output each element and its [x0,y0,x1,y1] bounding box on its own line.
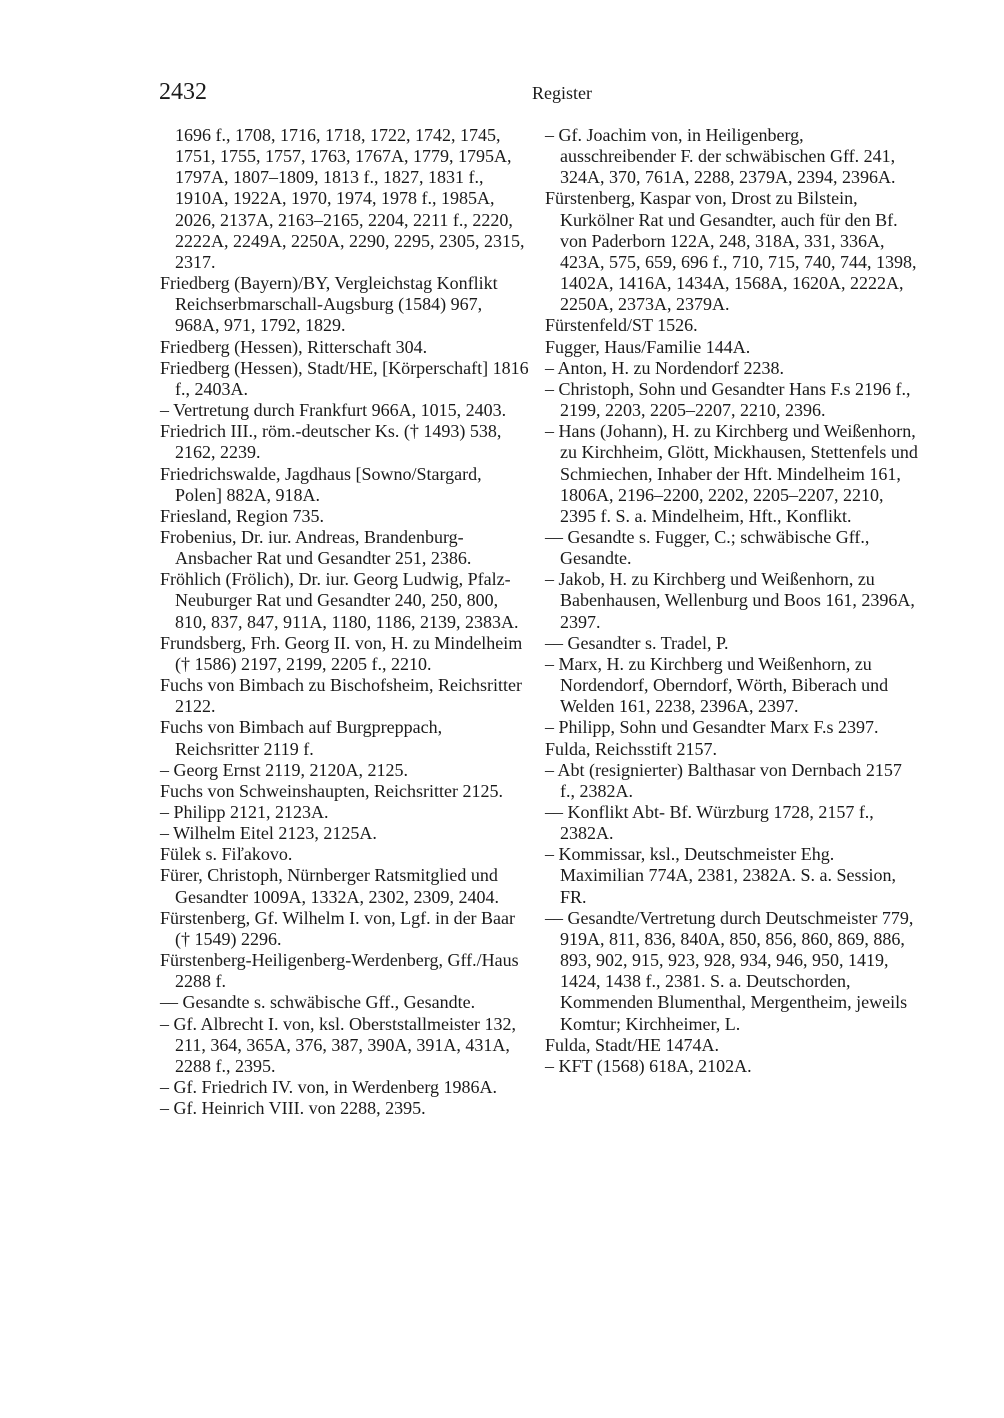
index-entry: Fülek s. Fiľakovo. [160,844,293,865]
index-entry: Fröhlich (Frölich), Dr. iur. Georg Ludwig, Pfalz-Neuburger Rat und Gesandter 240, 250, 800, 810, 837, 847, 911A, 1180, 1186, 2139, 2383A. [160,569,519,632]
index-entry: Fulda, Reichsstift 2157. [545,738,717,759]
index-entry: Fürer, Christoph, Nürnberger Ratsmitglied und Gesandter 1009A, 1332A, 2302, 2309, 2404. [160,865,499,907]
index-entry: – Anton, H. zu Nordendorf 2238. [545,357,784,378]
index-entry: –– Gesandter s. Tradel, P. [545,632,729,653]
index-entry: – Philipp, Sohn und Gesandter Marx F.s 2397. [545,717,879,738]
index-entry: – Marx, H. zu Kirchberg und Weißenhorn, zu Nordendorf, Oberndorf, Wörth, Biberach und Welden 161, 2238, 2396A, 2397. [545,653,889,717]
index-entry: Friesland, Region 735. [160,505,324,526]
index-entry: – Jakob, H. zu Kirchberg und Weißenhorn, zu Babenhausen, Wellenburg und Boos 161, 2396A, 2397. [545,569,915,632]
index-entry: Fuchs von Bimbach zu Bischofsheim, Reichsritter 2122. [160,675,522,717]
index-entry: Frundsberg, Frh. Georg II. von, H. zu Mindelheim († 1586) 2197, 2199, 2205 f., 2210. [160,632,523,674]
index-entry: – Gf. Friedrich IV. von, in Werdenberg 1986A. [160,1077,497,1098]
index-entry: – Vertretung durch Frankfurt 966A, 1015, 2403. [160,400,507,421]
index-entry: – Gf. Joachim von, in Heiligenberg, ausschreibender F. der schwäbischen Gff. 241, 324A, 370, 761A, 2288, 2379A, 2394, 2396A. [545,125,896,188]
index-entry: – KFT (1568) 618A, 2102A. [545,1055,752,1076]
index-entry: 1696 f., 1708, 1716, 1718, 1722, 1742, 1745, 1751, 1755, 1757, 1763, 1767A, 1779, 1795A, 1797A, 1807–1809, 1813 f., 1827, 1831 f., 1910A, 1922A, 1970, 1974, 1978 f., 1985A, 2026, 2137A, 2163–2165, 2204, 2211 f., 2220, 2222A, 2249A, 2250A, 2290, 2295, 2305, 2315, 2317. [175,125,525,272]
index-entry: Fugger, Haus/Familie 144A. [545,336,751,357]
index-entry: – Hans (Johann), H. zu Kirchberg und Weißenhorn, zu Kirchheim, Glött, Mickhausen, Stettenfels und Schmiechen, Inhaber der Hft. Mindelheim 161, 1806A, 2196–2200, 2202, 2205–2207, 2210, 2395 f. S. a. Mindelheim, Hft., Konflikt. [545,421,918,526]
index-entry: Friedberg (Hessen), Stadt/HE, [Körperschaft] 1816 f., 2403A. [160,357,529,399]
index-entry: Frobenius, Dr. iur. Andreas, Brandenburg-Ansbacher Rat und Gesandter 251, 2386. [160,526,472,569]
index-column-right [545,125,920,1077]
index-entry: Fuchs von Schweinshaupten, Reichsritter 2125. [160,780,503,801]
index-entry: – Philipp 2121, 2123A. [160,802,329,822]
page-number: 2432 [159,79,207,105]
index-entry: – Kommissar, ksl., Deutschmeister Ehg. Maximilian 774A, 2381, 2382A. S. a. Session, FR. [545,844,896,907]
index-entry: –– Konflikt Abt- Bf. Würzburg 1728, 2157 f., 2382A. [545,802,874,844]
index-entry: – Abt (resignierter) Balthasar von Dernbach 2157 f., 2382A. [545,759,902,801]
index-entry: Friedberg (Bayern)/BY, Vergleichstag Konflikt Reichserbmarschall-Augsburg (1584) 967, 968A, 971, 1792, 1829. [160,273,498,336]
index-entry: – Gf. Albrecht I. von, ksl. Oberststallmeister 132, 211, 364, 365A, 376, 387, 390A, 391A, 431A, 2288 f., 2395. [160,1013,516,1076]
index-entry: Fürstenfeld/ST 1526. [545,315,698,336]
index-entry: – Wilhelm Eitel 2123, 2125A. [160,823,377,844]
index-entry: Friedberg (Hessen), Ritterschaft 304. [160,336,428,357]
index-entry: Fulda, Stadt/HE 1474A. [545,1034,719,1055]
index-column-left [160,125,530,1119]
index-entry: Fürstenberg, Gf. Wilhelm I. von, Lgf. in der Baar († 1549) 2296. [160,907,516,949]
index-entry: Friedrich III., röm.-deutscher Ks. († 1493) 538, 2162, 2239. [160,421,502,463]
index-entry: –– Gesandte s. schwäbische Gff., Gesandte. [160,992,476,1013]
index-entry: Fuchs von Bimbach auf Burgpreppach, Reichsritter 2119 f. [160,717,443,759]
index-entry: Fürstenberg-Heiligenberg-Werdenberg, Gff./Haus 2288 f. [160,950,519,992]
index-entry: – Christoph, Sohn und Gesandter Hans F.s 2196 f., 2199, 2203, 2205–2207, 2210, 2396. [545,378,911,421]
index-entry: Fürstenberg, Kaspar von, Drost zu Bilstein, Kurkölner Rat und Gesandter, auch für den Bf. von Paderborn 122A, 248, 318A, 331, 336A, 423A, 575, 659, 696 f., 710, 715, 740, 744, 1398, 1402A, 1416A, 1434A, 1568A, 1620A, 2222A, 2250A, 2373A, 2379A. [545,188,917,315]
index-entry: –– Gesandte/Vertretung durch Deutschmeister 779, 919A, 811, 836, 840A, 850, 856, 860, 869, 886, 893, 902, 915, 923, 928, 934, 946, 950, 1419, 1424, 1438 f., 2381. S. a. Deutschorden, Kommenden Blumenthal, Mergentheim, jeweils Komtur; Kirchheimer, L. [545,907,914,1034]
index-entry: – Georg Ernst 2119, 2120A, 2125. [160,759,408,780]
running-head: Register [532,83,592,103]
index-entry: – Gf. Heinrich VIII. von 2288, 2395. [160,1098,426,1119]
index-entry: Friedrichswalde, Jagdhaus [Sowno/Stargard, Polen] 882A, 918A. [160,463,482,505]
index-entry: –– Gesandte s. Fugger, C.; schwäbische Gff., Gesandte. [545,526,870,569]
